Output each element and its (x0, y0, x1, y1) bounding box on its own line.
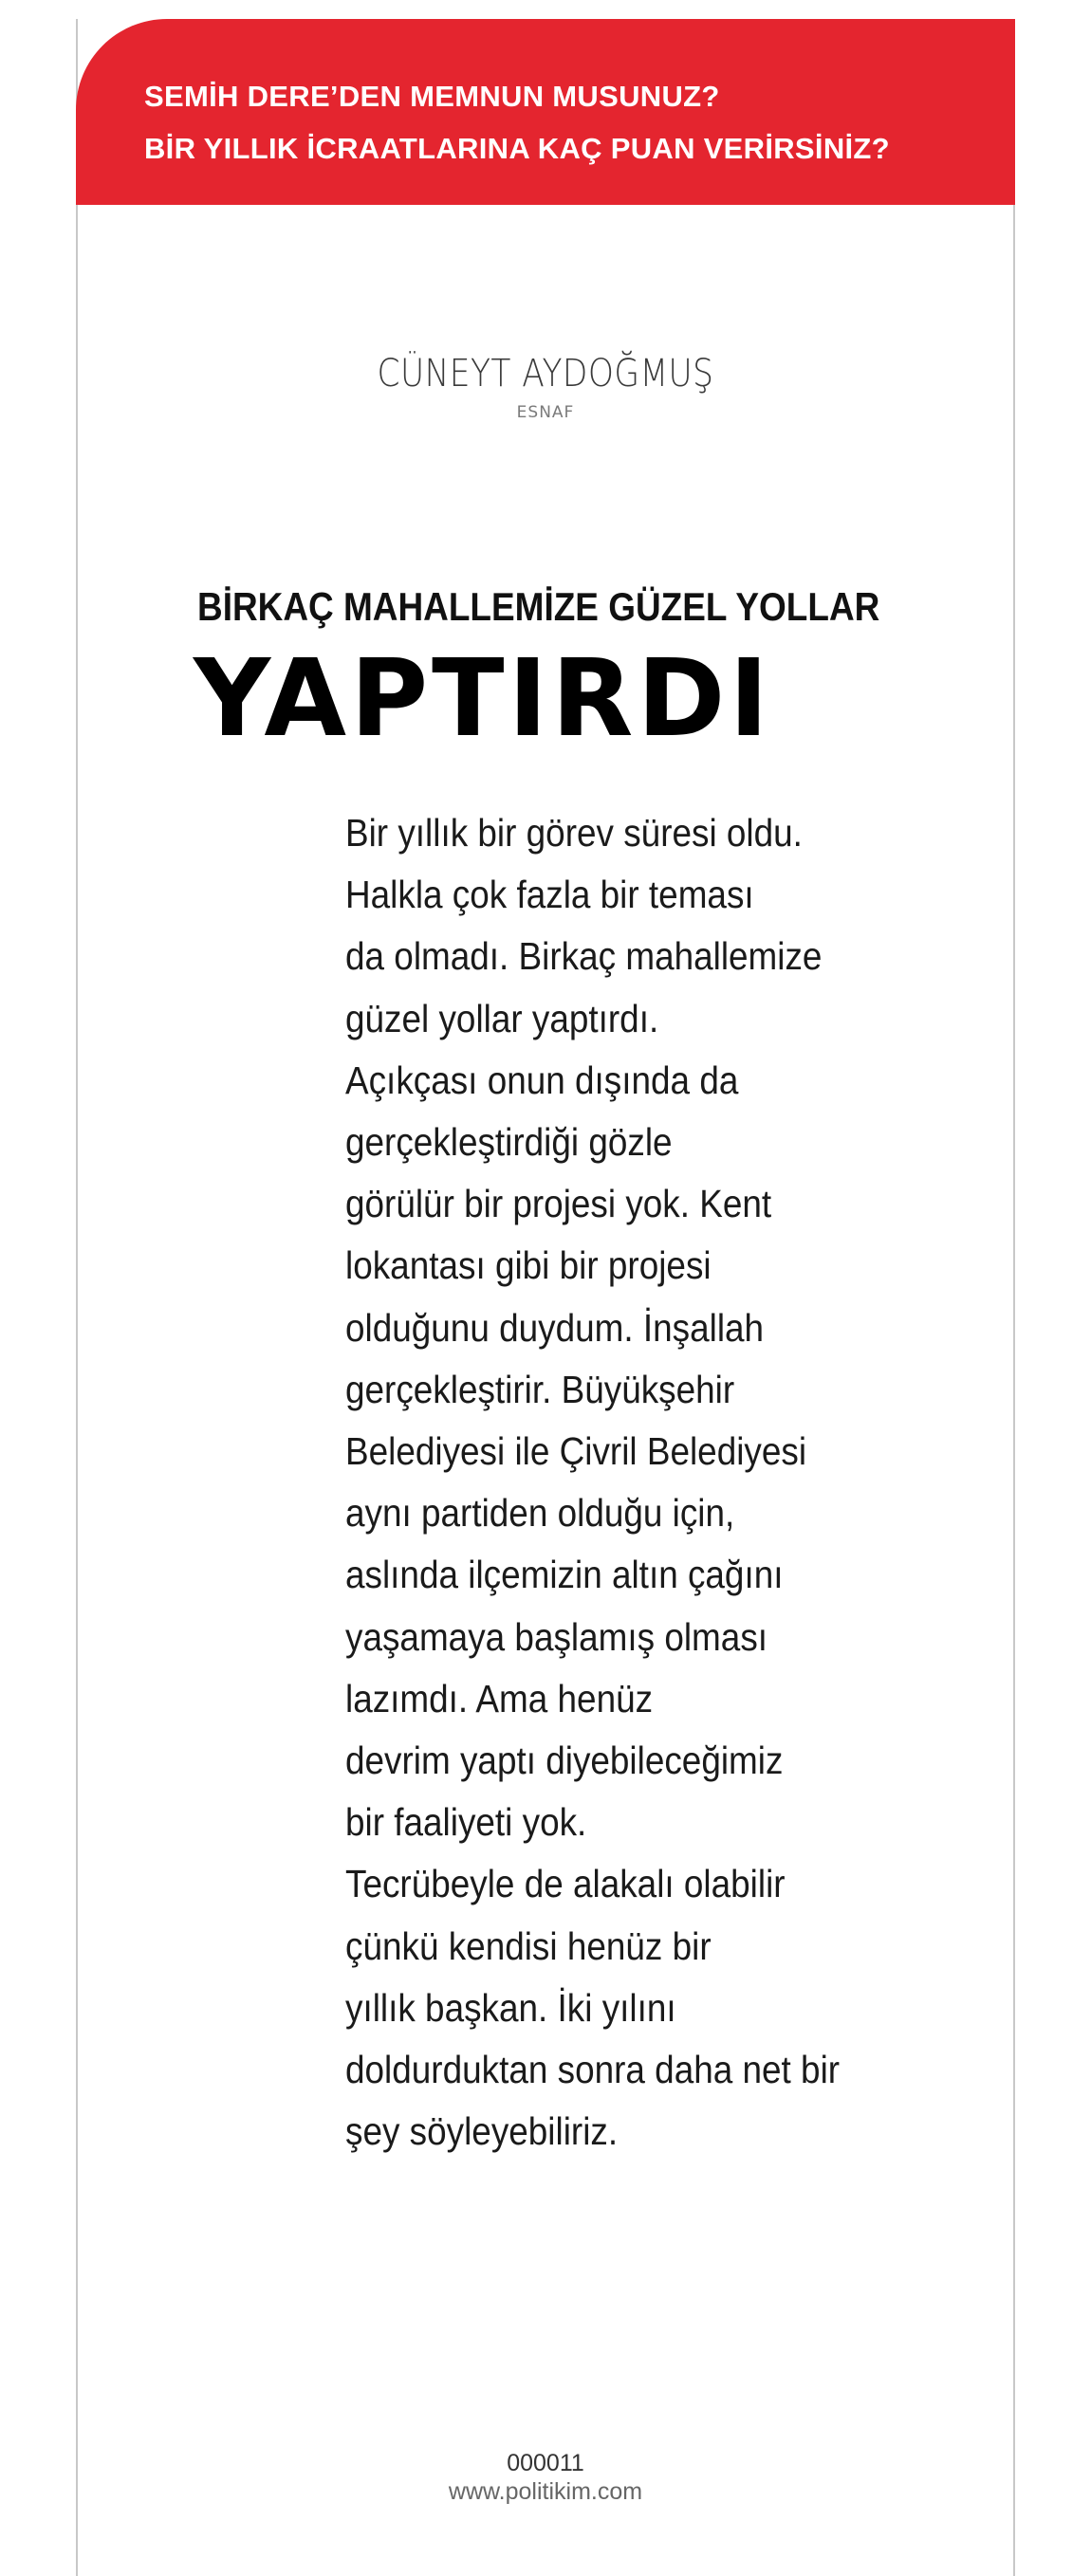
quote-line: lazımdı. Ama henüz (345, 1676, 654, 1720)
page-code: 000011 (507, 2450, 584, 2476)
quote-line: lokantası gibi bir projesi (345, 1243, 712, 1288)
header-question-line-2: BİR YILLIK İCRAATLARINA KAÇ PUAN VERİRSİNİZ? (144, 132, 890, 165)
interviewee (0, 349, 1091, 425)
quote-line: bir faaliyeti yok. (345, 1800, 587, 1845)
header-question-line-1: SEMİH DERE’DEN MEMNUN MUSUNUZ? (144, 80, 720, 113)
quote-line: Halkla çok fazla bir teması (345, 873, 754, 917)
quote-line: çünkü kendisi henüz bir (345, 1923, 712, 1968)
header-banner (76, 19, 1015, 205)
quote-line: olduğunu duydum. İnşallah (345, 1305, 765, 1350)
headline-kicker: BİRKAÇ MAHALLEMİZE GÜZEL YOLLAR (197, 584, 880, 629)
quote-line: Tecrübeyle de alakalı olabilir (345, 1862, 786, 1906)
interviewee-role: ESNAF (516, 403, 575, 422)
headline-main: YAPTIRDI (194, 637, 773, 761)
quote-line: yaşamaya başlamış olması (345, 1614, 768, 1659)
quote-line: şey söyleyebiliriz. (345, 2109, 619, 2154)
quote-line: doldurduktan sonra daha net bir (345, 2048, 841, 2092)
quote-line: güzel yollar yaptırdı. (345, 996, 659, 1040)
quote-line: aslında ilçemizin altın çağını (345, 1553, 784, 1597)
quote-line: aynı partiden olduğu için, (345, 1491, 735, 1536)
footer (0, 2449, 1091, 2506)
quote-line: devrim yaptı diyebileceğimiz (345, 1739, 784, 1783)
quote-body (345, 802, 934, 2162)
quote-line: Bir yıllık bir görev süresi oldu. (345, 811, 803, 855)
quote-line: gerçekleştirdiği gözle (345, 1120, 673, 1165)
quote-line: da olmadı. Birkaç mahallemize (345, 934, 823, 979)
quote-line: yıllık başkan. İki yılını (345, 1985, 676, 2030)
site-url: www.politikim.com (448, 2478, 643, 2505)
quote-line: görülür bir projesi yok. Kent (345, 1182, 772, 1226)
quote-line: Belediyesi ile Çivril Belediyesi (345, 1429, 807, 1474)
quote-line: Açıkçası onun dışında da (345, 1058, 739, 1102)
interviewee-name: CÜNEYT AYDOĞMUŞ (377, 352, 714, 396)
quote-line: gerçekleştirir. Büyükşehir (345, 1367, 735, 1411)
